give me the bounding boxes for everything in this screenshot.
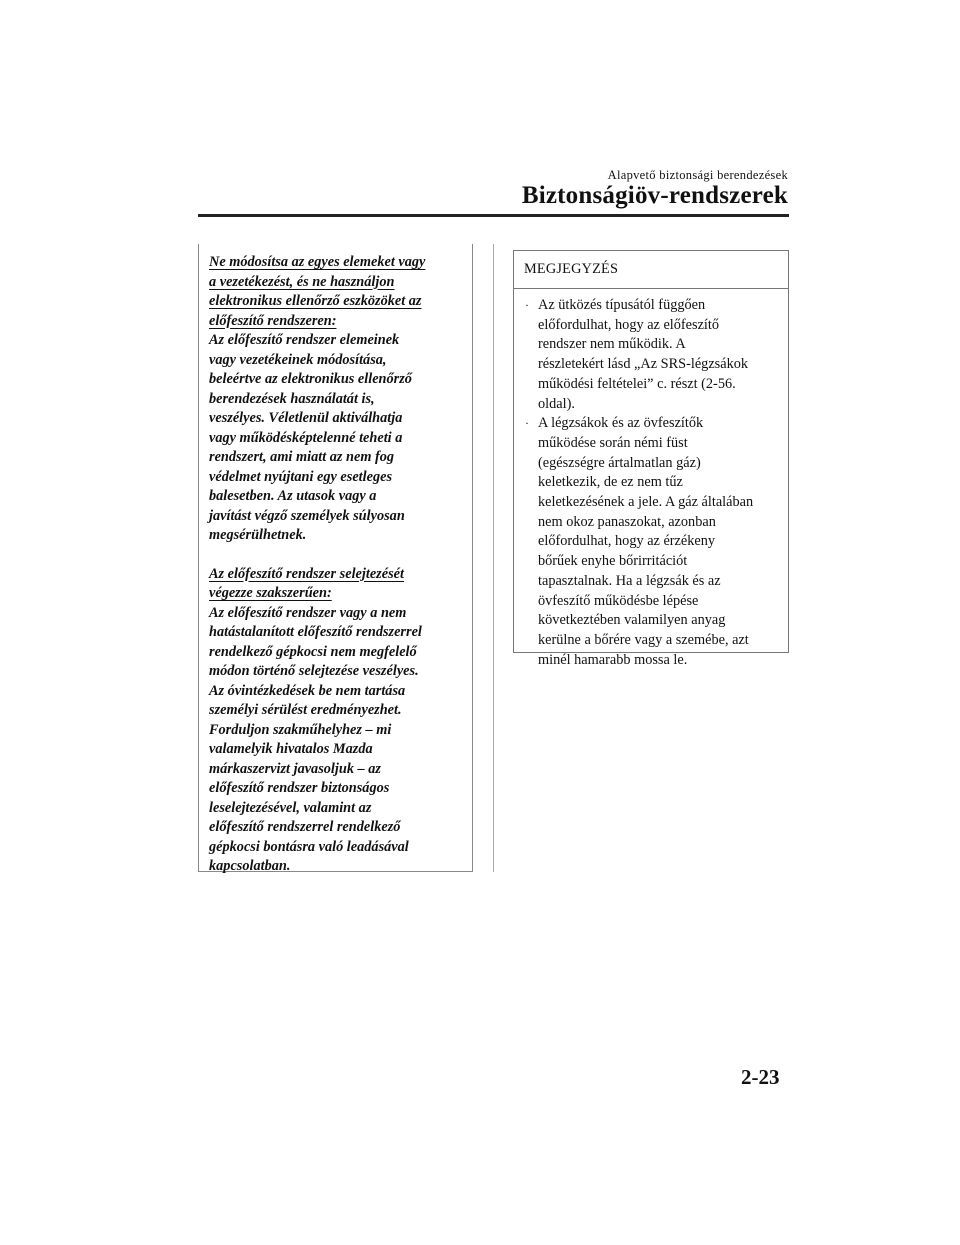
warning-text-line: előfeszítő rendszerrel rendelkező (209, 819, 401, 835)
warning-heading-line: Az előfeszítő rendszer selejtezését (209, 565, 404, 582)
note-text-line: nem okoz panaszokat, azonban (538, 513, 716, 530)
note-item (524, 296, 782, 414)
warning-text-line: személyi sérülést eredményezhet. (209, 702, 402, 718)
warning-text-line: Forduljon szakműhelyhez – mi (209, 721, 392, 738)
note-item (524, 414, 782, 670)
warning-text-line: védelmet nyújtani egy esetleges (209, 468, 393, 485)
note-text-line: következtében valamilyen anyag (538, 612, 726, 629)
note-text-line: (egészségre ártalmatlan gáz) (538, 454, 701, 471)
header-section: Alapvető biztonsági berendezések (607, 168, 788, 182)
note-text-line: tapasztalnak. Ha a légzsák és az (538, 572, 721, 589)
warning-text-line: javítást végző személyek súlyosan (209, 507, 405, 524)
note-text-line: A légzsákok és az övfeszítők (538, 415, 704, 432)
warning-text-line: előfeszítő rendszer biztonságos (209, 780, 390, 796)
warning-heading-line: elektronikus ellenőrző eszközöket az (209, 293, 422, 309)
note-text-line: keletkezésének a jele. A gáz általában (538, 494, 754, 511)
warning-text-line: megsérülhetnek. (209, 527, 307, 543)
header-rule (198, 214, 789, 217)
note-text-line: működése során némi füst (538, 434, 688, 451)
note-text-line: előfordulhat, hogy az érzékeny (538, 533, 716, 550)
warning-text-line: leselejtezésével, valamint az (209, 799, 372, 816)
warning-heading-line: végezze szakszerűen: (209, 585, 332, 601)
bullet-icon: · (525, 416, 529, 431)
warning-text-line: veszélyes. Véletlenül aktiválhatja (209, 410, 403, 426)
warning-text-line: rendszert, ami miatt az nem fog (209, 449, 395, 465)
note-text-line: keletkezik, de ez nem tűz (538, 474, 683, 491)
warning-heading-line: a vezetékezést, és ne használjon (209, 273, 395, 290)
warning-text-line: vagy működésképtelenné teheti a (209, 429, 403, 446)
warning-text-line: kapcsolatban. (209, 858, 291, 874)
warning-text-line: hatástalanított előfeszítő rendszerrel (209, 624, 422, 640)
note-list (514, 289, 788, 670)
note-text-line: minél hamarabb mossa le. (538, 651, 688, 668)
note-text-line: rendszer nem működik. A (538, 336, 686, 353)
note-text-line: bőrűek enyhe bőrirritációt (538, 553, 688, 570)
column-divider (493, 244, 494, 872)
note-text-line: övfeszítő működésbe lépése (538, 592, 699, 609)
paragraph-gap (209, 546, 462, 565)
warning-text-line: módon történő selejtezése veszélyes. (209, 663, 419, 679)
note-text-line: működési feltételei” c. részt (2-56. (538, 375, 736, 392)
page-number: 2-23 (741, 1065, 780, 1089)
warning-text-line: valamelyik hivatalos Mazda (209, 741, 373, 757)
warning-text-line: beleértve az elektronikus ellenőrző (209, 371, 412, 387)
note-text-line: oldal). (538, 395, 575, 412)
note-title: MEGJEGYZÉS (514, 251, 788, 289)
warning-text-line: gépkocsi bontásra való leadásával (209, 838, 409, 855)
note-text-line: részletekért lásd „Az SRS-légzsákok (538, 356, 749, 373)
warning-text-line: rendelkező gépkocsi nem megfelelő (209, 643, 417, 660)
warning-box (198, 244, 473, 872)
warning-heading-line: előfeszítő rendszeren: (209, 312, 337, 329)
note-text-line: előfordulhat, hogy az előfeszítő (538, 316, 720, 333)
warning-text-line: Az előfeszítő rendszer vagy a nem (209, 604, 407, 621)
warning-text-line: márkaszervizt javasoljuk – az (209, 760, 381, 777)
warning-heading-line: Ne módosítsa az egyes elemeket vagy (209, 254, 426, 270)
note-box (513, 250, 789, 668)
note-text-line: kerülne a bőrére vagy a szemébe, azt (538, 631, 749, 648)
page-title: Biztonságiöv-rendszerek (521, 182, 788, 209)
bullet-icon: · (525, 298, 529, 312)
warning-text-line: Az előfeszítő rendszer elemeinek (209, 332, 400, 348)
warning-text-line: berendezések használatát is, (209, 390, 375, 407)
warning-text-line: Az óvintézkedések be nem tartása (209, 682, 406, 699)
warning-text-line: balesetben. Az utasok vagy a (209, 488, 377, 504)
warning-text-line: vagy vezetékeinek módosítása, (209, 351, 387, 368)
note-text-line: Az ütközés típusától függően (538, 297, 706, 313)
